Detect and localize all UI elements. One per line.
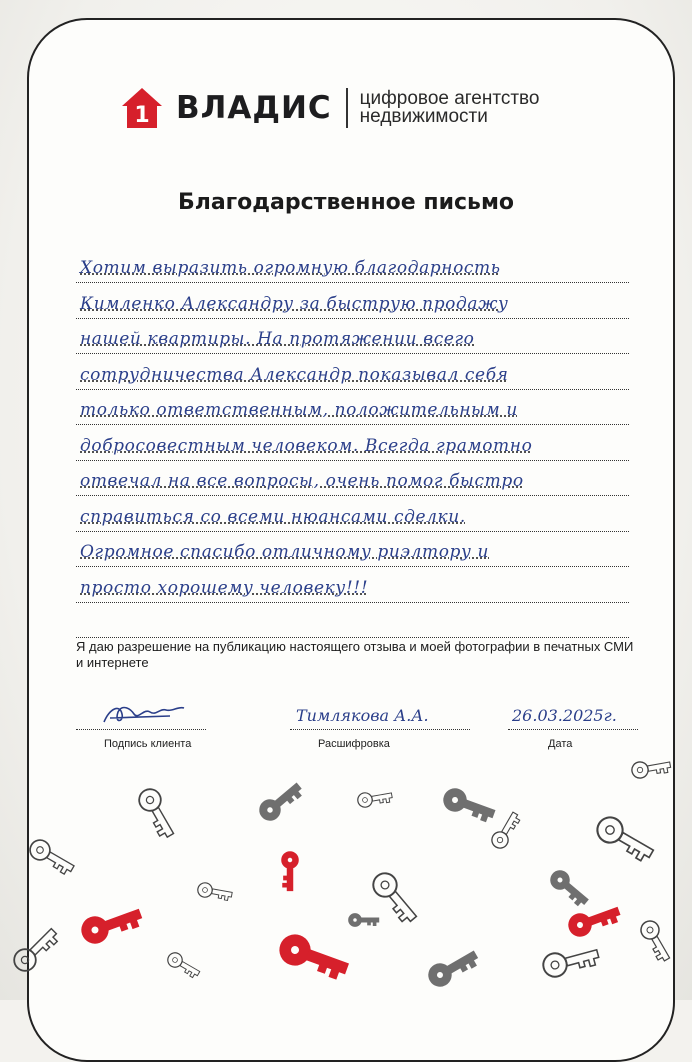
handwritten-line: добросовестным человеком. Всегда грамотно (80, 435, 533, 456)
tagline-line-2: недвижимости (359, 106, 488, 127)
logo-tagline (360, 90, 540, 126)
tagline-line-1: цифровое агентство (359, 88, 540, 109)
handwritten-line: только ответственным, положительным и (80, 400, 518, 420)
handwritten-line: справиться со всеми нюансами сделки. (80, 506, 466, 527)
house-logo-icon (120, 86, 164, 130)
handwritten-line: нашей квартиры. На протяжении всего (80, 329, 475, 349)
date-value: 26.03.2025г. (512, 706, 617, 725)
handwritten-line: Хотим выразить огромную благодарность (80, 258, 501, 278)
date-label: Дата (548, 738, 573, 750)
handwritten-line: просто хорошему человеку!!! (80, 577, 369, 598)
client-signature (100, 700, 190, 730)
handwritten-line: Кимленко Александру за быструю продажу (80, 293, 509, 314)
dotted-line (76, 603, 629, 638)
logo-divider (346, 88, 348, 128)
logo-digit: 1 (134, 103, 150, 128)
handwritten-line: сотрудничества Александр показывал себя (80, 364, 509, 385)
permission-text: Я даю разрешение на публикацию настоящего отзыва и моей фотографии в печатных СМИ и интернете (76, 639, 634, 670)
client-signature-label: Подпись клиента (104, 738, 192, 750)
logo-name: ВЛАДИС (176, 90, 332, 126)
letter-title: Благодарственное письмо (177, 190, 515, 215)
decoding-line (290, 728, 470, 730)
decoding-value: Тимлякова А.А. (296, 706, 429, 725)
handwritten-line: отвечал на все вопросы, очень помог быстро (80, 471, 524, 491)
date-line (508, 728, 638, 730)
decoding-label: Расшифровка (318, 738, 390, 750)
company-logo (120, 86, 540, 130)
handwritten-line: Огромное спасибо отличному риэлтору и (80, 542, 490, 562)
